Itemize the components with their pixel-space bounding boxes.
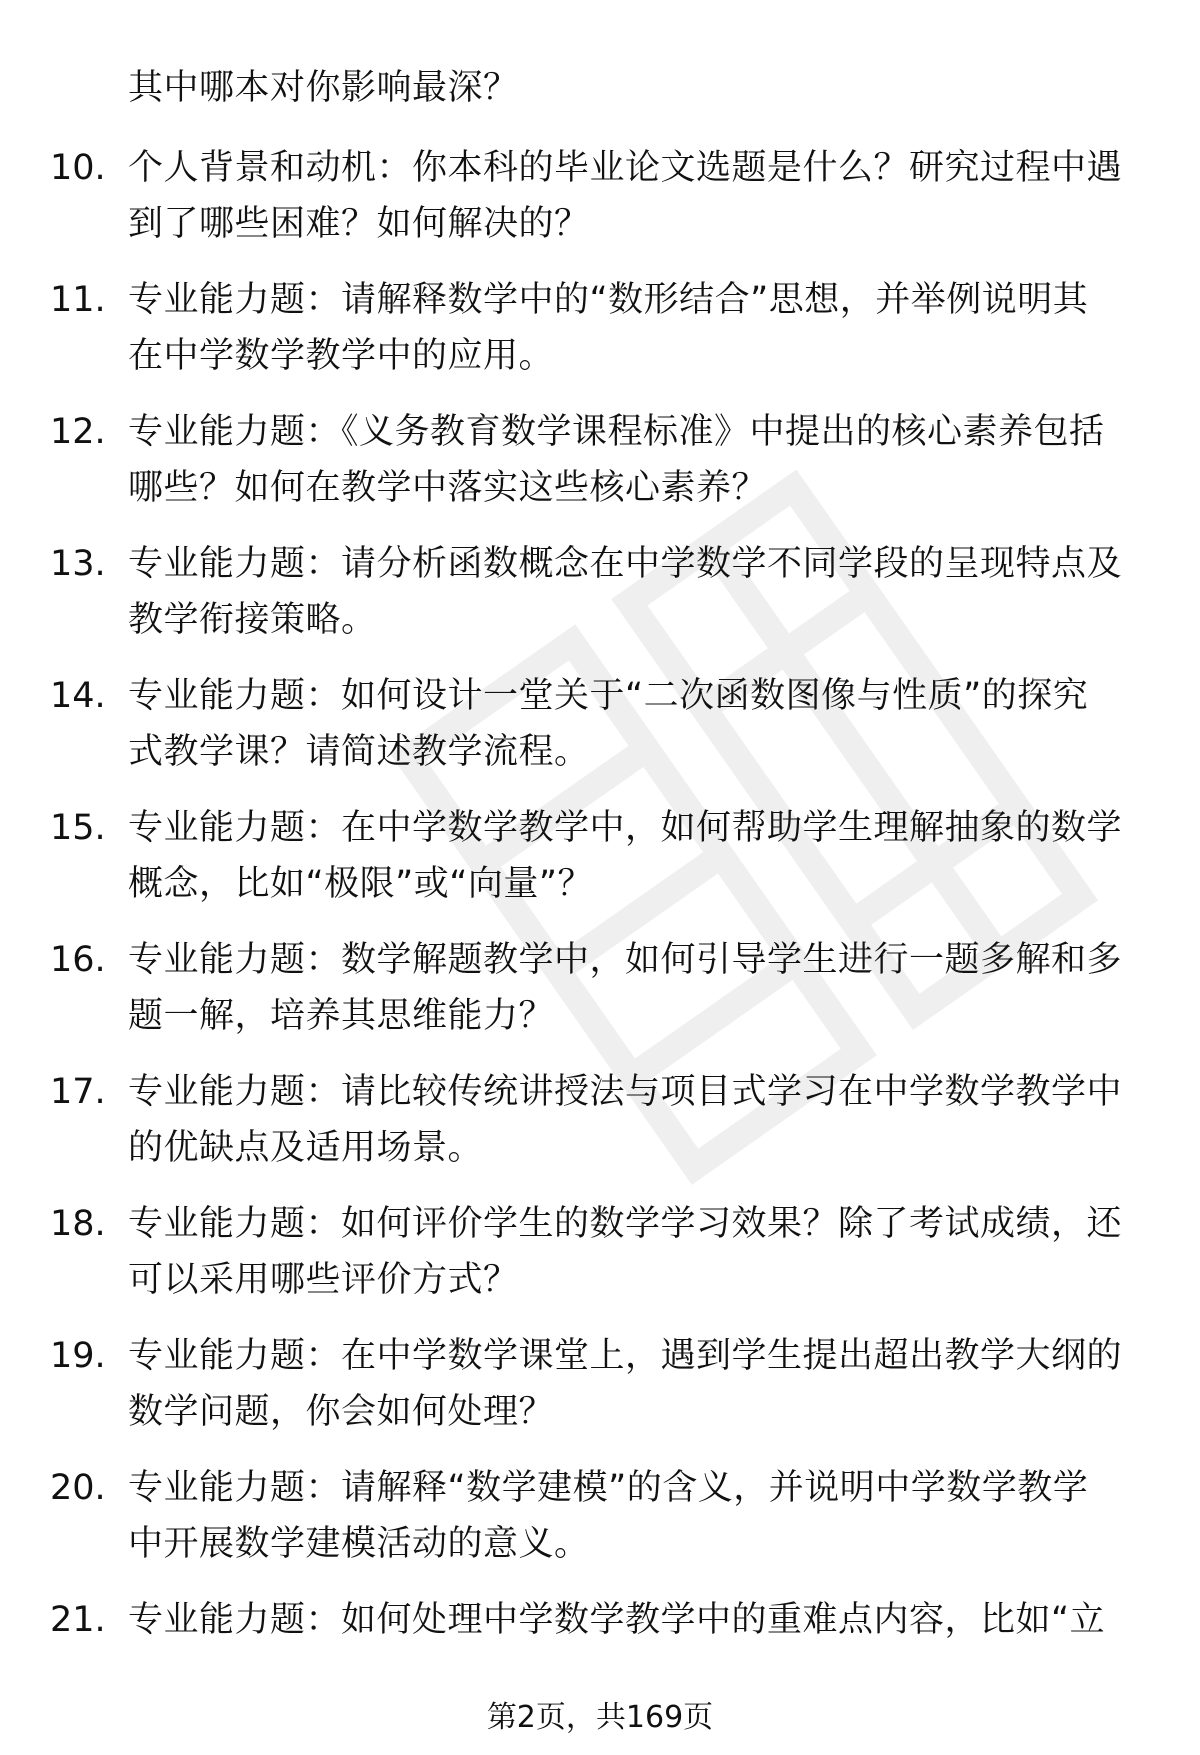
question-number: 20. bbox=[50, 1468, 106, 1508]
question-text-line: 概念，比如“极限”或“向量”？ bbox=[128, 864, 594, 904]
question-text bbox=[128, 932, 1188, 1044]
question-item bbox=[50, 404, 1160, 536]
question-number: 18. bbox=[50, 1204, 106, 1244]
question-number: 11. bbox=[50, 280, 106, 320]
question-number: 14. bbox=[50, 676, 106, 716]
question-number: 17. bbox=[50, 1072, 106, 1112]
question-text-line: 专业能力题：数学解题教学中，如何引导学生进行一题多解和多 bbox=[128, 940, 1123, 980]
question-text-line: 可以采用哪些评价方式？ bbox=[128, 1260, 519, 1300]
question-text-line: 到了哪些困难？如何解决的？ bbox=[128, 204, 590, 244]
question-text bbox=[128, 1460, 1188, 1572]
question-text-line: 在中学数学教学中的应用。 bbox=[128, 336, 555, 376]
question-text-line: 的优缺点及适用场景。 bbox=[128, 1128, 484, 1168]
question-item bbox=[50, 272, 1160, 404]
question-text-line: 式教学课？请简述教学流程。 bbox=[128, 732, 590, 772]
question-text bbox=[128, 536, 1188, 648]
question-item bbox=[50, 800, 1160, 932]
question-text-line: 教学衔接策略。 bbox=[128, 600, 377, 640]
question-text bbox=[128, 140, 1188, 252]
question-number: 13. bbox=[50, 544, 106, 584]
question-text bbox=[128, 1196, 1188, 1308]
question-number: 16. bbox=[50, 940, 106, 980]
question-number: 12. bbox=[50, 412, 106, 452]
continuation-line: 其中哪本对你影响最深？ bbox=[128, 68, 519, 108]
question-text bbox=[128, 1328, 1188, 1440]
question-text-line: 数学问题，你会如何处理？ bbox=[128, 1392, 555, 1432]
question-text-line: 专业能力题：如何评价学生的数学学习效果？除了考试成绩，还 bbox=[128, 1204, 1123, 1244]
question-item bbox=[50, 1460, 1160, 1592]
question-number: 21. bbox=[50, 1600, 106, 1640]
question-item bbox=[50, 1328, 1160, 1460]
question-text bbox=[128, 668, 1188, 780]
question-number: 15. bbox=[50, 808, 106, 848]
question-item bbox=[50, 1064, 1160, 1196]
question-text bbox=[128, 272, 1188, 384]
question-text-line: 题一解，培养其思维能力？ bbox=[128, 996, 555, 1036]
question-text-line: 哪些？如何在教学中落实这些核心素养？ bbox=[128, 468, 768, 508]
question-item bbox=[50, 536, 1160, 668]
question-text-line: 专业能力题：请解释“数学建模”的含义，并说明中学数学教学 bbox=[128, 1468, 1089, 1508]
question-number: 10. bbox=[50, 148, 106, 188]
question-text bbox=[128, 404, 1188, 516]
question-text-line: 中开展数学建模活动的意义。 bbox=[128, 1524, 590, 1564]
question-text-line: 专业能力题：如何设计一堂关于“二次函数图像与性质”的探究 bbox=[128, 676, 1089, 716]
question-text-line: 专业能力题：请分析函数概念在中学数学不同学段的呈现特点及 bbox=[128, 544, 1123, 584]
question-item bbox=[50, 932, 1160, 1064]
question-text bbox=[128, 800, 1188, 912]
question-text bbox=[128, 1592, 1188, 1648]
question-text-line: 专业能力题：如何处理中学数学教学中的重难点内容，比如“立 bbox=[128, 1600, 1106, 1640]
question-text-line: 专业能力题：在中学数学教学中，如何帮助学生理解抽象的数学 bbox=[128, 808, 1123, 848]
question-item bbox=[50, 1196, 1160, 1328]
question-text-line: 专业能力题：在中学数学课堂上，遇到学生提出超出教学大纲的 bbox=[128, 1336, 1123, 1376]
question-text-line: 专业能力题：请比较传统讲授法与项目式学习在中学数学教学中 bbox=[128, 1072, 1123, 1112]
question-text-line: 专业能力题：请解释数学中的“数形结合”思想，并举例说明其 bbox=[128, 280, 1089, 320]
question-number: 19. bbox=[50, 1336, 106, 1376]
page-number-footer: 第2页，共169页 bbox=[486, 1700, 714, 1735]
question-text-line: 个人背景和动机：你本科的毕业论文选题是什么？研究过程中遇 bbox=[128, 148, 1123, 188]
question-list bbox=[50, 140, 1160, 1724]
question-item bbox=[50, 140, 1160, 272]
question-item bbox=[50, 668, 1160, 800]
question-text-line: 专业能力题：《义务教育数学课程标准》中提出的核心素养包括 bbox=[128, 412, 1105, 452]
question-text bbox=[128, 1064, 1188, 1176]
